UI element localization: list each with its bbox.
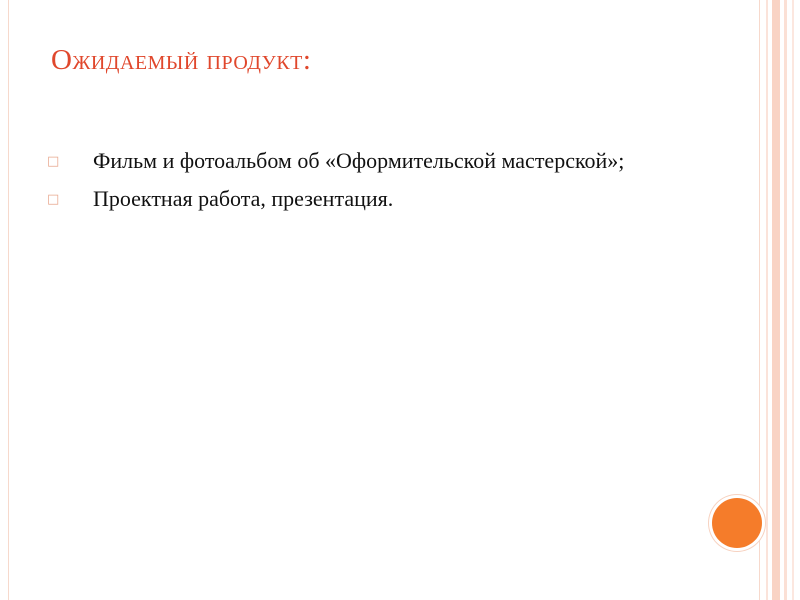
- orange-circle-decoration: [712, 498, 762, 548]
- decorative-stripe: [792, 0, 794, 600]
- hollow-square-bullet-icon: □: [47, 192, 60, 207]
- decorative-stripe: [784, 0, 787, 600]
- slide-frame: [8, 0, 760, 600]
- hollow-square-bullet-icon: □: [47, 154, 60, 169]
- bullet-text: Фильм и фотоальбом об «Оформительской мастерской»;: [93, 148, 625, 173]
- decorative-stripe: [772, 0, 780, 600]
- bullet-list: [47, 146, 667, 222]
- decorative-stripe: [766, 0, 768, 600]
- bullet-item: [47, 184, 667, 214]
- slide-title: Ожидаемый продукт:: [51, 44, 312, 76]
- bullet-text: Проектная работа, презентация.: [93, 186, 394, 211]
- bullet-item: [47, 146, 667, 176]
